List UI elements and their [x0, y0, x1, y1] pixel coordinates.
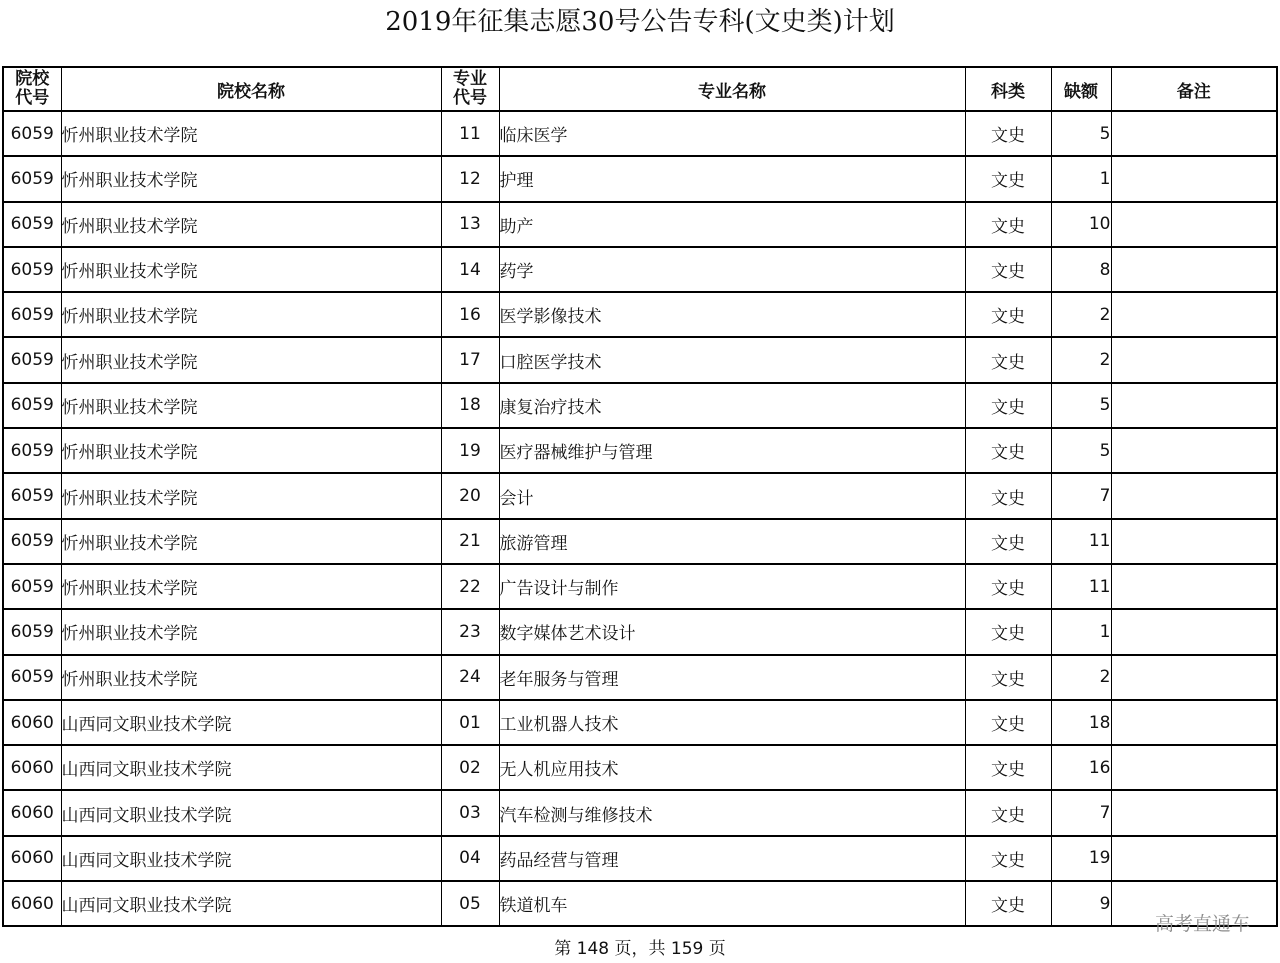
cell-quota: 7	[1051, 790, 1111, 835]
cell-category: 文史	[965, 383, 1051, 428]
cell-major-code: 02	[441, 745, 499, 790]
table-row	[3, 609, 1277, 654]
cell-school-name: 忻州职业技术学院	[61, 247, 441, 292]
page-title: 2019年征集志愿30号公告专科(文史类)计划	[385, 7, 895, 37]
cell-quota: 9	[1051, 881, 1111, 926]
cell-school-name: 山西同文职业技术学院	[61, 790, 441, 835]
cell-major-name: 广告设计与制作	[499, 564, 965, 609]
table-header	[3, 67, 1277, 111]
cell-category: 文史	[965, 202, 1051, 247]
cell-note	[1111, 156, 1277, 201]
cell-major-name: 助产	[499, 202, 965, 247]
cell-quota: 2	[1051, 655, 1111, 700]
cell-school-code: 6060	[3, 700, 61, 745]
cell-school-name: 忻州职业技术学院	[61, 156, 441, 201]
cell-school-code: 6059	[3, 156, 61, 201]
cell-school-code: 6060	[3, 790, 61, 835]
cell-major-name: 药品经营与管理	[499, 836, 965, 881]
cell-note	[1111, 292, 1277, 337]
plan-table	[2, 66, 1278, 927]
cell-note	[1111, 790, 1277, 835]
cell-school-code: 6059	[3, 428, 61, 473]
cell-school-name: 忻州职业技术学院	[61, 473, 441, 518]
cell-major-code: 19	[441, 428, 499, 473]
cell-quota: 2	[1051, 292, 1111, 337]
table-row	[3, 881, 1277, 926]
cell-major-code: 13	[441, 202, 499, 247]
cell-major-code: 21	[441, 519, 499, 564]
cell-school-code: 6059	[3, 383, 61, 428]
table-row	[3, 337, 1277, 382]
cell-quota: 8	[1051, 247, 1111, 292]
cell-quota: 11	[1051, 519, 1111, 564]
table-row	[3, 700, 1277, 745]
cell-note	[1111, 383, 1277, 428]
table-row	[3, 745, 1277, 790]
table-row	[3, 428, 1277, 473]
cell-quota: 2	[1051, 337, 1111, 382]
header-major-name: 专业名称	[499, 67, 965, 111]
cell-note	[1111, 609, 1277, 654]
cell-major-code: 01	[441, 700, 499, 745]
cell-category: 文史	[965, 473, 1051, 518]
cell-school-name: 忻州职业技术学院	[61, 519, 441, 564]
cell-category: 文史	[965, 836, 1051, 881]
cell-major-code: 04	[441, 836, 499, 881]
cell-school-name: 山西同文职业技术学院	[61, 881, 441, 926]
header-major-code	[441, 67, 499, 111]
cell-note	[1111, 202, 1277, 247]
table-row	[3, 473, 1277, 518]
table-row	[3, 790, 1277, 835]
header-note: 备注	[1111, 67, 1277, 111]
page-footer: 第 148 页，共 159 页	[554, 939, 726, 959]
header-school-code-line2: 代号	[15, 88, 50, 108]
cell-school-name: 忻州职业技术学院	[61, 202, 441, 247]
cell-quota: 1	[1051, 156, 1111, 201]
header-school-code-line1: 院校	[15, 69, 50, 89]
header-row	[3, 67, 1277, 111]
cell-major-code: 14	[441, 247, 499, 292]
cell-quota: 5	[1051, 428, 1111, 473]
table-row	[3, 292, 1277, 337]
cell-major-code: 16	[441, 292, 499, 337]
cell-school-code: 6060	[3, 836, 61, 881]
cell-major-name: 护理	[499, 156, 965, 201]
cell-category: 文史	[965, 111, 1051, 156]
cell-quota: 1	[1051, 609, 1111, 654]
cell-category: 文史	[965, 519, 1051, 564]
cell-school-name: 忻州职业技术学院	[61, 428, 441, 473]
cell-major-name: 汽车检测与维修技术	[499, 790, 965, 835]
cell-category: 文史	[965, 247, 1051, 292]
cell-quota: 10	[1051, 202, 1111, 247]
cell-major-name: 口腔医学技术	[499, 337, 965, 382]
cell-major-code: 23	[441, 609, 499, 654]
cell-major-name: 药学	[499, 247, 965, 292]
cell-category: 文史	[965, 337, 1051, 382]
header-category: 科类	[965, 67, 1051, 111]
cell-note	[1111, 700, 1277, 745]
cell-school-code: 6059	[3, 292, 61, 337]
cell-major-name: 临床医学	[499, 111, 965, 156]
cell-category: 文史	[965, 156, 1051, 201]
cell-school-code: 6059	[3, 247, 61, 292]
cell-school-code: 6059	[3, 473, 61, 518]
header-major-code-line2: 代号	[453, 88, 487, 108]
cell-school-name: 忻州职业技术学院	[61, 383, 441, 428]
cell-school-code: 6059	[3, 609, 61, 654]
cell-category: 文史	[965, 564, 1051, 609]
cell-category: 文史	[965, 428, 1051, 473]
cell-category: 文史	[965, 292, 1051, 337]
cell-major-name: 会计	[499, 473, 965, 518]
cell-note	[1111, 836, 1277, 881]
cell-major-code: 12	[441, 156, 499, 201]
cell-major-name: 旅游管理	[499, 519, 965, 564]
cell-major-name: 铁道机车	[499, 881, 965, 926]
cell-quota: 5	[1051, 383, 1111, 428]
cell-school-name: 忻州职业技术学院	[61, 292, 441, 337]
cell-major-name: 康复治疗技术	[499, 383, 965, 428]
cell-school-name: 山西同文职业技术学院	[61, 700, 441, 745]
table-row	[3, 111, 1277, 156]
cell-quota: 7	[1051, 473, 1111, 518]
cell-quota: 11	[1051, 564, 1111, 609]
cell-quota: 19	[1051, 836, 1111, 881]
cell-note	[1111, 428, 1277, 473]
cell-school-code: 6059	[3, 111, 61, 156]
cell-quota: 5	[1051, 111, 1111, 156]
cell-major-code: 24	[441, 655, 499, 700]
cell-school-name: 忻州职业技术学院	[61, 337, 441, 382]
cell-quota: 16	[1051, 745, 1111, 790]
table-row	[3, 156, 1277, 201]
cell-major-name: 数字媒体艺术设计	[499, 609, 965, 654]
cell-major-name: 工业机器人技术	[499, 700, 965, 745]
table-row	[3, 655, 1277, 700]
cell-note	[1111, 564, 1277, 609]
cell-major-code: 05	[441, 881, 499, 926]
cell-note	[1111, 247, 1277, 292]
cell-school-code: 6059	[3, 202, 61, 247]
cell-school-code: 6059	[3, 337, 61, 382]
table-body	[3, 111, 1277, 926]
cell-school-code: 6059	[3, 564, 61, 609]
cell-category: 文史	[965, 881, 1051, 926]
cell-school-code: 6059	[3, 655, 61, 700]
cell-major-code: 20	[441, 473, 499, 518]
cell-major-code: 11	[441, 111, 499, 156]
cell-school-name: 山西同文职业技术学院	[61, 836, 441, 881]
cell-quota: 18	[1051, 700, 1111, 745]
header-school-name: 院校名称	[61, 67, 441, 111]
cell-school-code: 6060	[3, 745, 61, 790]
cell-note	[1111, 337, 1277, 382]
cell-major-code: 03	[441, 790, 499, 835]
cell-school-name: 忻州职业技术学院	[61, 564, 441, 609]
cell-note	[1111, 519, 1277, 564]
cell-note	[1111, 745, 1277, 790]
cell-category: 文史	[965, 745, 1051, 790]
table-row	[3, 247, 1277, 292]
cell-category: 文史	[965, 700, 1051, 745]
table-row	[3, 564, 1277, 609]
cell-school-name: 忻州职业技术学院	[61, 609, 441, 654]
cell-school-code: 6060	[3, 881, 61, 926]
cell-major-name: 医学影像技术	[499, 292, 965, 337]
cell-note	[1111, 111, 1277, 156]
cell-category: 文史	[965, 655, 1051, 700]
header-school-code	[3, 67, 61, 111]
cell-school-name: 忻州职业技术学院	[61, 655, 441, 700]
cell-category: 文史	[965, 609, 1051, 654]
table-row	[3, 383, 1277, 428]
cell-school-name: 忻州职业技术学院	[61, 111, 441, 156]
cell-major-name: 无人机应用技术	[499, 745, 965, 790]
cell-major-code: 17	[441, 337, 499, 382]
watermark: 高考直通车	[1154, 913, 1250, 935]
cell-major-name: 医疗器械维护与管理	[499, 428, 965, 473]
cell-school-name: 山西同文职业技术学院	[61, 745, 441, 790]
header-major-code-line1: 专业	[453, 69, 487, 89]
cell-school-code: 6059	[3, 519, 61, 564]
header-quota: 缺额	[1051, 67, 1111, 111]
cell-major-code: 22	[441, 564, 499, 609]
cell-category: 文史	[965, 790, 1051, 835]
table-row	[3, 519, 1277, 564]
cell-major-code: 18	[441, 383, 499, 428]
cell-note	[1111, 655, 1277, 700]
cell-note	[1111, 473, 1277, 518]
cell-major-name: 老年服务与管理	[499, 655, 965, 700]
table-row	[3, 202, 1277, 247]
table-row	[3, 836, 1277, 881]
